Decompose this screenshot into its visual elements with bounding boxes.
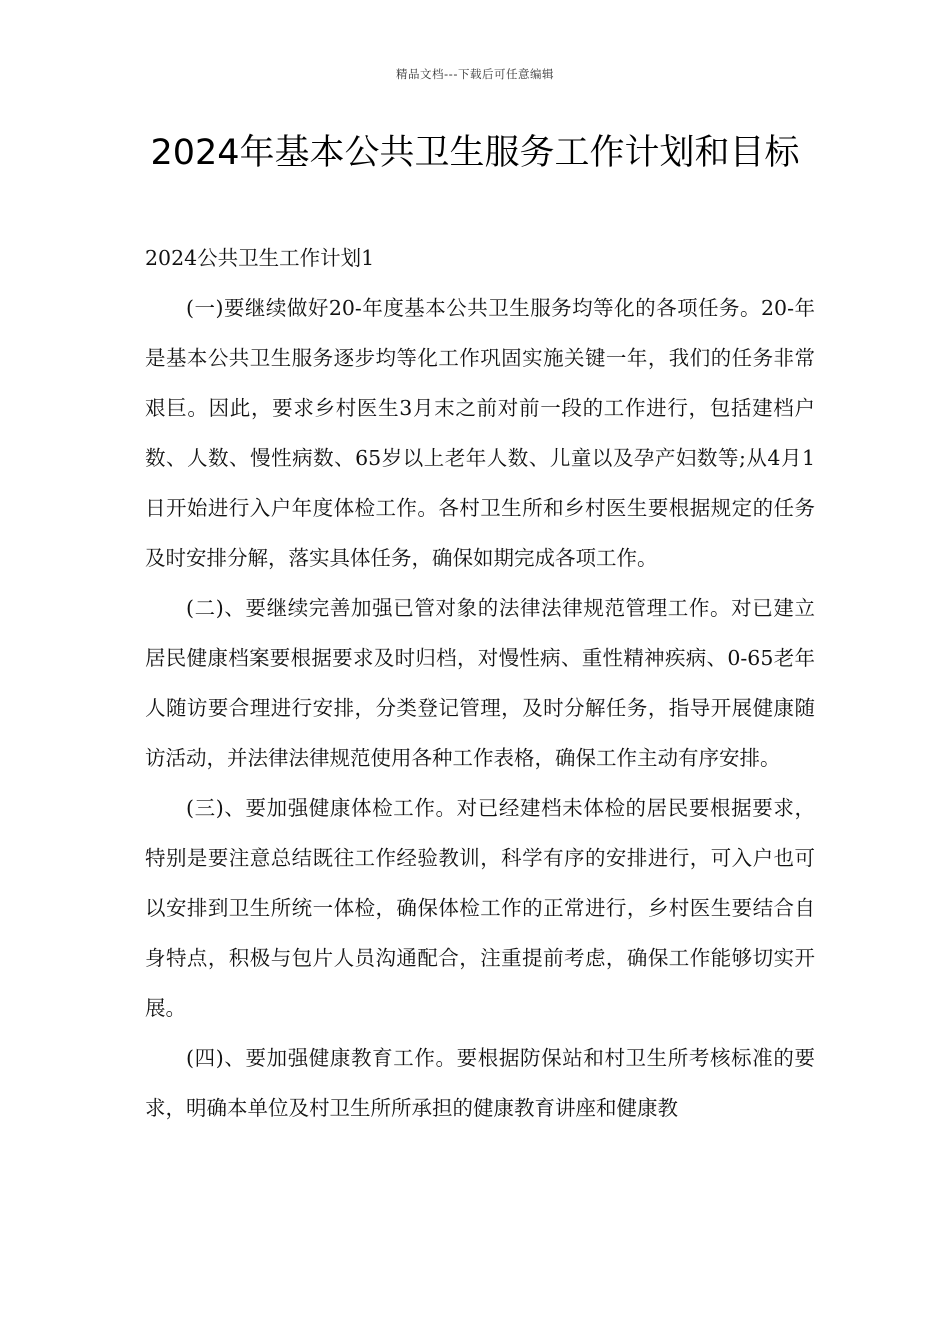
document-body [145,233,815,1133]
paragraph-1: (一)要继续做好20-年度基本公共卫生服务均等化的各项任务。20-年是基本公共卫生服务逐步均等化工作巩固实施关键一年，我们的任务非常艰巨。因此，要求乡村医生3月末之前对前一段的工作进行，包括建档户数、人数、慢性病数、65岁以上老年人数、儿童以及孕产妇数等;从4月1日开始进行入户年度体检工作。各村卫生所和乡村医生要根据规定的任务及时安排分解，落实具体任务，确保如期完成各项工作。 [145,296,815,570]
paragraph-2: (二)、要继续完善加强已管对象的法律法律规范管理工作。对已建立居民健康档案要根据要求及时归档，对慢性病、重性精神疾病、0-65老年人随访要合理进行安排，分类登记管理，及时分解任务，指导开展健康随访活动，并法律法律规范使用各种工作表格，确保工作主动有序安排。 [145,596,815,770]
paragraph-4: (四)、要加强健康教育工作。要根据防保站和村卫生所考核标准的要求，明确本单位及村卫生所所承担的健康教育讲座和健康教 [145,1046,815,1120]
section-subtitle: 2024公共卫生工作计划1 [145,246,375,270]
document-title: 2024年基本公共卫生服务工作计划和目标 [150,133,800,173]
header-note: 精品文档---下载后可任意编辑 [396,67,554,81]
paragraph-3: (三)、要加强健康体检工作。对已经建档未体检的居民要根据要求，特别是要注意总结既往工作经验教训，科学有序的安排进行，可入户也可以安排到卫生所统一体检，确保体检工作的正常进行，乡村医生要结合自身特点，积极与包片人员沟通配合，注重提前考虑，确保工作能够切实开展。 [145,796,815,1020]
